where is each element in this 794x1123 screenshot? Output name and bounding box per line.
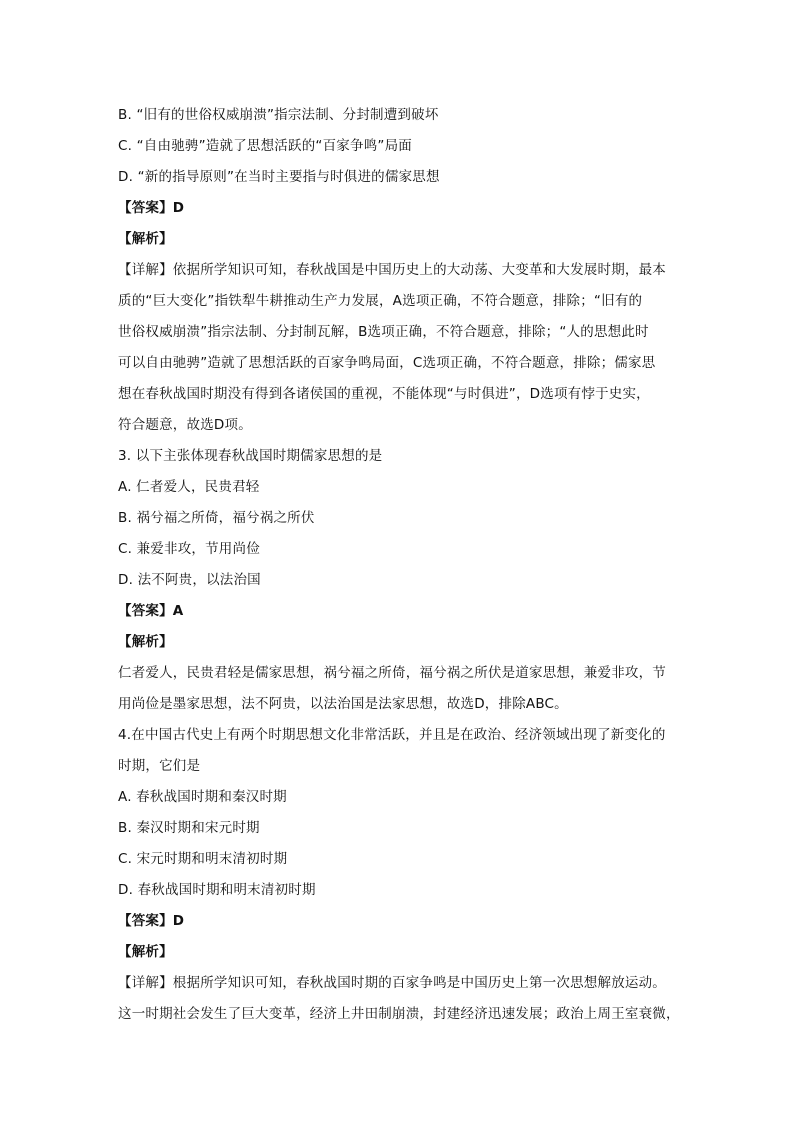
q4-analysis-line: 【详解】根据所学知识可知，春秋战国时期的百家争鸣是中国历史上第一次思想解放运动。 (118, 975, 666, 991)
q2-analysis-line: 质的“巨大变化”指铁犁牛耕推动生产力发展，A选项正确，不符合题意，排除；“旧有的 (118, 293, 643, 309)
q2-analysis-line: 【详解】依据所学知识可知，春秋战国是中国历史上的大动荡、大变革和大发展时期，最本 (118, 262, 666, 278)
q2-analysis-line: 想在春秋战国时期没有得到各诸侯国的重视，不能体现“与时俱进”，D选项有悖于史实， (118, 386, 650, 402)
q2-analysis-label: 【解析】 (118, 231, 173, 247)
q3-option-c: C. 兼爱非攻，节用尚俭 (118, 541, 260, 557)
q2-option-b: B. “旧有的世俗权威崩溃”指宗法制、分封制遭到破坏 (118, 107, 439, 123)
q2-analysis-line: 可以自由驰骋”造就了思想活跃的百家争鸣局面，C选项正确，不符合题意，排除；儒家思 (118, 355, 656, 371)
q3-analysis (118, 658, 678, 720)
q2-analysis-line: 符合题意，故选D项。 (118, 417, 252, 433)
q4-analysis-label: 【解析】 (118, 944, 173, 960)
q4-stem (118, 720, 678, 782)
q4-option-b: B. 秦汉时期和宋元时期 (118, 820, 260, 836)
q3-analysis-line: 用尚俭是墨家思想，法不阿贵，以法治国是法家思想，故选D，排除ABC。 (118, 696, 568, 712)
q3-answer: 【答案】A (118, 603, 184, 619)
q4-option-c: C. 宋元时期和明末清初时期 (118, 851, 288, 867)
q4-stem-line: 4.在中国古代史上有两个时期思想文化非常活跃，并且是在政治、经济领域出现了新变化的 (118, 727, 666, 743)
q3-analysis-line: 仁者爱人，民贵君轻是儒家思想，祸兮福之所倚，福兮祸之所伏是道家思想，兼爱非攻，节 (118, 665, 666, 681)
q4-stem-line: 时期，它们是 (118, 758, 201, 774)
q3-option-b: B. 祸兮福之所倚，福兮祸之所伏 (118, 510, 315, 526)
q2-option-c: C. “自由驰骋”造就了思想活跃的“百家争鸣”局面 (118, 138, 412, 154)
q3-option-d: D. 法不阿贵，以法治国 (118, 572, 261, 588)
q4-option-d: D. 春秋战国时期和明末清初时期 (118, 882, 316, 898)
page-content (118, 100, 678, 1030)
q4-analysis (118, 968, 678, 1030)
q4-answer: 【答案】D (118, 913, 185, 929)
q4-analysis-line: 这一时期社会发生了巨大变革，经济上井田制崩溃，封建经济迅速发展；政治上周王室衰微， (118, 1006, 680, 1022)
q2-answer: 【答案】D (118, 200, 185, 216)
q3-stem: 3. 以下主张体现春秋战国时期儒家思想的是 (118, 448, 383, 464)
q3-option-a: A. 仁者爱人，民贵君轻 (118, 479, 260, 495)
q3-analysis-label: 【解析】 (118, 634, 173, 650)
q2-option-d: D. “新的指导原则”在当时主要指与时俱进的儒家思想 (118, 169, 440, 185)
q2-analysis-line: 世俗权威崩溃”指宗法制、分封制瓦解，B选项正确，不符合题意，排除；“人的思想此时 (118, 324, 649, 340)
q4-option-a: A. 春秋战国时期和秦汉时期 (118, 789, 287, 805)
q2-analysis (118, 255, 678, 441)
